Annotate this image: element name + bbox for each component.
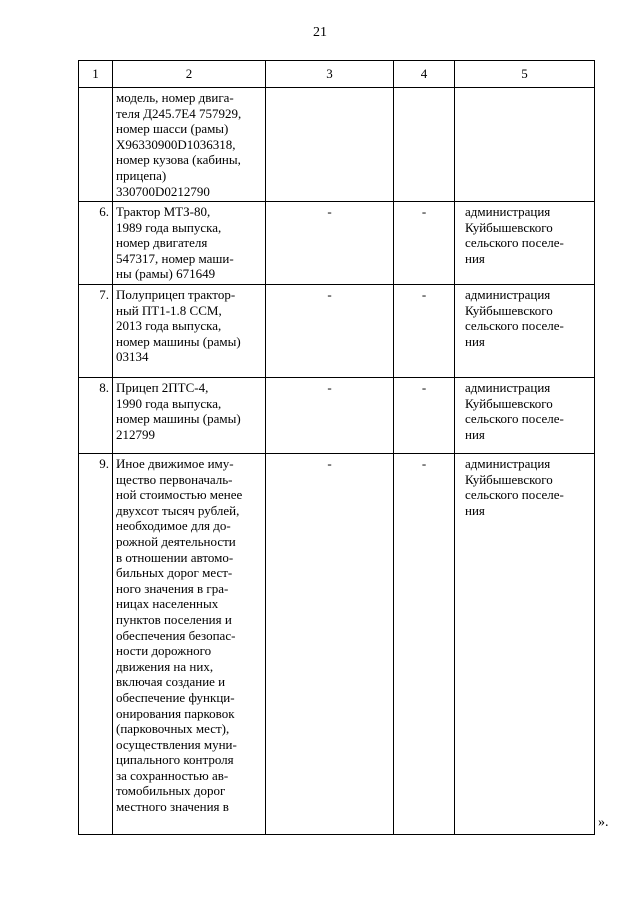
table-body: [79, 88, 595, 835]
description-line: щество первоначаль-: [116, 471, 233, 487]
row-number-text: 9.: [99, 456, 109, 471]
description-line: рожной деятельности: [116, 533, 236, 549]
table-row: [79, 454, 595, 835]
owner-line: сельского поселе-: [465, 235, 564, 251]
owner-line: Куйбышевского: [465, 302, 553, 318]
description-line: Иное движимое иму-: [116, 456, 234, 471]
dash-value: -: [327, 287, 332, 302]
column-3-value: [266, 285, 394, 378]
owner-line: ния: [465, 426, 485, 442]
description-line: обеспечения безопас-: [116, 627, 236, 643]
row-number: [79, 285, 113, 378]
owner-line: сельского поселе-: [465, 318, 564, 334]
row-number-text: 6.: [99, 204, 109, 219]
dash-value: -: [421, 204, 427, 219]
dash-value: -: [327, 456, 332, 471]
row-number: [79, 378, 113, 454]
dash-value: -: [421, 380, 427, 395]
property-description: [113, 285, 266, 378]
column-4-value: [394, 202, 455, 285]
table-header-row: [79, 61, 595, 88]
description-line: номер двигателя: [116, 235, 208, 251]
dash-value: [266, 88, 393, 90]
description-line: бильных дорог мест-: [116, 565, 233, 581]
table-row: [79, 88, 595, 202]
property-description: [113, 378, 266, 454]
description-line: номер машины (рамы): [116, 411, 241, 427]
column-4-value: [394, 454, 455, 835]
header-cell: 2: [113, 61, 266, 88]
column-3-value: [266, 88, 394, 202]
owner-line: сельского поселе-: [465, 411, 564, 427]
owner-cell: [455, 285, 595, 378]
description-line: двухсот тысяч рублей,: [116, 502, 240, 518]
description-line: Трактор МТЗ-80,: [116, 204, 211, 219]
description-line: ного значения в гра-: [116, 580, 229, 596]
owner-cell: [455, 378, 595, 454]
owner-line: Куйбышевского: [465, 471, 553, 487]
description-line: теля Д245.7Е4 757929,: [116, 105, 242, 121]
description-line: X96330900D1036318,: [116, 136, 236, 152]
owner-line: администрация: [465, 380, 551, 395]
header-cell: 5: [455, 61, 595, 88]
description-line: 03134: [116, 349, 149, 365]
property-table: [78, 60, 595, 835]
closing-quote: ».: [598, 815, 609, 830]
column-4-value: [394, 378, 455, 454]
table-row: [79, 202, 595, 285]
owner-line: администрация: [465, 456, 551, 471]
owner-line: ния: [465, 250, 485, 266]
column-4-value: [394, 285, 455, 378]
description-line: ный ПТ1-1.8 ССМ,: [116, 302, 222, 318]
description-line: номер шасси (рамы): [116, 121, 229, 137]
description-line: ности дорожного: [116, 643, 212, 659]
table-row: [79, 285, 595, 378]
header-cell: 1: [79, 61, 113, 88]
row-number-text: 7.: [99, 287, 109, 302]
owner-line: сельского поселе-: [465, 487, 564, 503]
column-3-value: [266, 202, 394, 285]
description-line: обеспечение функци-: [116, 689, 235, 705]
description-line: прицепа): [116, 167, 167, 183]
description-line: за сохранностью ав-: [116, 767, 229, 783]
description-line: 212799: [116, 426, 155, 442]
description-line: ницах населенных: [116, 596, 219, 612]
owner-cell: [455, 202, 595, 285]
column-4-value: [394, 88, 455, 202]
owner-cell: [455, 88, 595, 202]
description-line: модель, номер двига-: [116, 90, 234, 105]
description-line: томобильных дорог: [116, 783, 226, 799]
owner-line: администрация: [465, 204, 551, 219]
header-cell: 3: [266, 61, 394, 88]
row-number: [79, 454, 113, 835]
owner-line: Куйбышевского: [465, 395, 553, 411]
description-line: пунктов поселения и: [116, 611, 232, 627]
description-line: ципального контроля: [116, 752, 234, 768]
owner-cell: [455, 454, 595, 835]
property-description: [113, 88, 266, 202]
description-line: 330700D0212790: [116, 183, 210, 199]
description-line: Прицеп 2ПТС-4,: [116, 380, 209, 395]
property-description: [113, 454, 266, 835]
description-line: необходимое для до-: [116, 518, 231, 534]
row-number-text: 8.: [99, 380, 109, 395]
description-line: (парковочных мест),: [116, 721, 230, 737]
owner-line: ния: [465, 502, 485, 518]
description-line: ной стоимостью менее: [116, 487, 243, 503]
row-number-text: [79, 88, 109, 90]
dash-value: -: [421, 456, 427, 471]
description-line: местного значения в: [116, 799, 229, 815]
owner-line: ния: [465, 333, 485, 349]
dash-value: -: [421, 287, 427, 302]
dash-value: -: [327, 380, 332, 395]
table-row: [79, 378, 595, 454]
column-3-value: [266, 378, 394, 454]
description-line: номер машины (рамы): [116, 333, 241, 349]
dash-value: -: [327, 204, 332, 219]
description-line: осуществления муни-: [116, 736, 237, 752]
description-line: включая создание и: [116, 674, 226, 690]
column-3-value: [266, 454, 394, 835]
dash-value: [394, 88, 454, 90]
description-line: 547317, номер маши-: [116, 250, 234, 266]
owner-line: администрация: [465, 287, 551, 302]
row-number: [79, 88, 113, 202]
description-line: онирования парковок: [116, 705, 235, 721]
description-line: движения на них,: [116, 658, 214, 674]
page-number: 21: [313, 25, 327, 40]
description-line: 1989 года выпуска,: [116, 219, 222, 235]
header-cell: 4: [394, 61, 455, 88]
description-line: 2013 года выпуска,: [116, 318, 222, 334]
description-line: ны (рамы) 671649: [116, 266, 216, 282]
description-line: в отношении автомо-: [116, 549, 234, 565]
owner-line: Куйбышевского: [465, 219, 553, 235]
description-line: Полуприцеп трактор-: [116, 287, 236, 302]
description-line: номер кузова (кабины,: [116, 152, 241, 168]
row-number: [79, 202, 113, 285]
property-description: [113, 202, 266, 285]
description-line: 1990 года выпуска,: [116, 395, 222, 411]
